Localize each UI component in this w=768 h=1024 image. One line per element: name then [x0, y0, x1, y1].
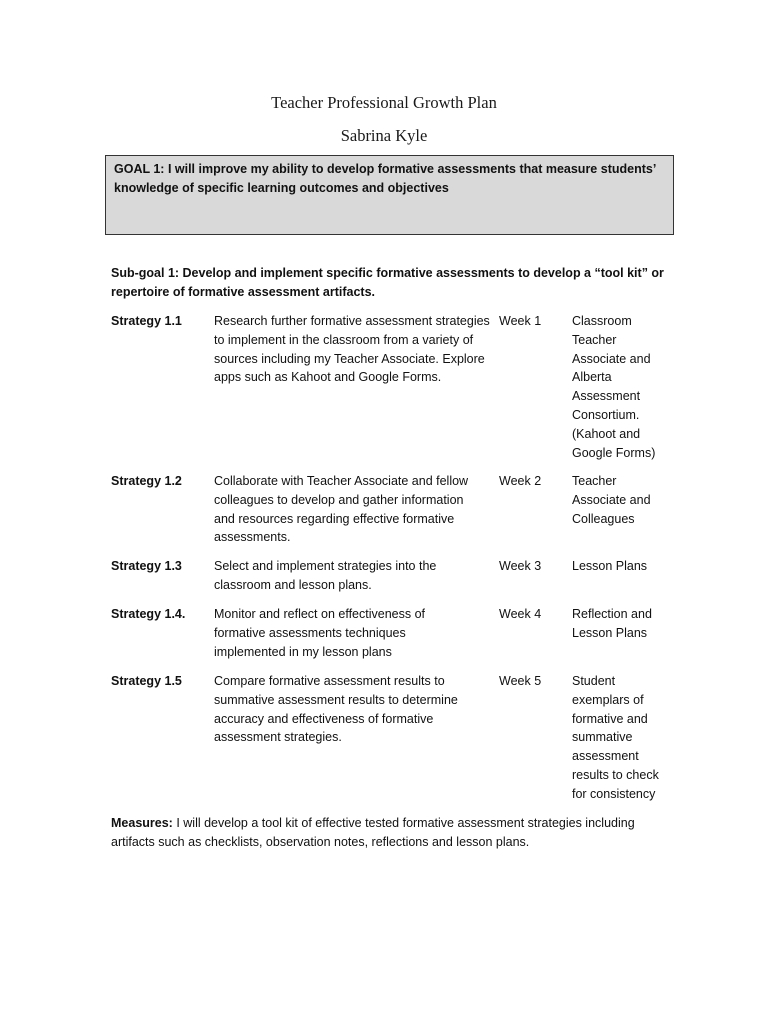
- strategy-label: Strategy 1.5: [111, 674, 182, 688]
- strategy-label: Strategy 1.2: [111, 474, 182, 488]
- strategy-label: Strategy 1.1: [111, 314, 182, 328]
- strategy-description: Monitor and reflect on effectiveness of formative assessments techniques implemented in my lesson plans: [214, 607, 425, 659]
- strategy-resources: Reflection and Lesson Plans: [572, 607, 652, 640]
- strategy-week: Week 3: [499, 559, 542, 573]
- strategy-description: Select and implement strategies into the classroom and lesson plans.: [214, 559, 437, 592]
- strategy-week: Week 4: [499, 607, 542, 621]
- strategy-resources: Classroom Teacher Associate and Alberta Assessment Consortium. (Kahoot and Google Forms): [572, 314, 656, 460]
- measures-paragraph: [111, 814, 671, 852]
- strategy-description: Research further formative assessment strategies to implement in the classroom from a variety of sources including my Teacher Associate. Explore apps such as Kahoot and Google Forms.: [214, 314, 490, 385]
- strategy-resources: Lesson Plans: [572, 559, 648, 573]
- strategy-week: Week 2: [499, 474, 542, 488]
- strategy-week: Week 5: [499, 674, 542, 688]
- measures-text: I will develop a tool kit of effective tested formative assessment strategies including artifacts such as checklists, observation notes, reflections and lesson plans.: [111, 816, 635, 849]
- strategy-label: Strategy 1.4.: [111, 607, 186, 621]
- strategy-label: Strategy 1.3: [111, 559, 182, 573]
- subgoal-text: Sub-goal 1: Develop and implement specific formative assessments to develop a “tool kit” or repertoire of formative assessment artifacts.: [111, 266, 664, 299]
- measures-label: Measures:: [111, 816, 173, 830]
- author-name: Sabrina Kyle: [340, 126, 428, 145]
- strategy-resources: Student exemplars of formative and summative assessment results to check for consistency: [572, 674, 659, 801]
- strategy-description: Collaborate with Teacher Associate and fellow colleagues to develop and gather information and resources regarding effective formative assessments.: [214, 474, 469, 545]
- document-title: Teacher Professional Growth Plan: [271, 93, 497, 112]
- goal-box: GOAL 1: I will improve my ability to develop formative assessments that measure students’ knowledge of specific learning outcomes and objectives: [105, 155, 674, 235]
- strategy-week: Week 1: [499, 314, 542, 328]
- strategy-description: Compare formative assessment results to summative assessment results to determine accuracy and effectiveness of formative assessment strategies.: [214, 674, 458, 745]
- strategy-resources: Teacher Associate and Colleagues: [572, 474, 651, 526]
